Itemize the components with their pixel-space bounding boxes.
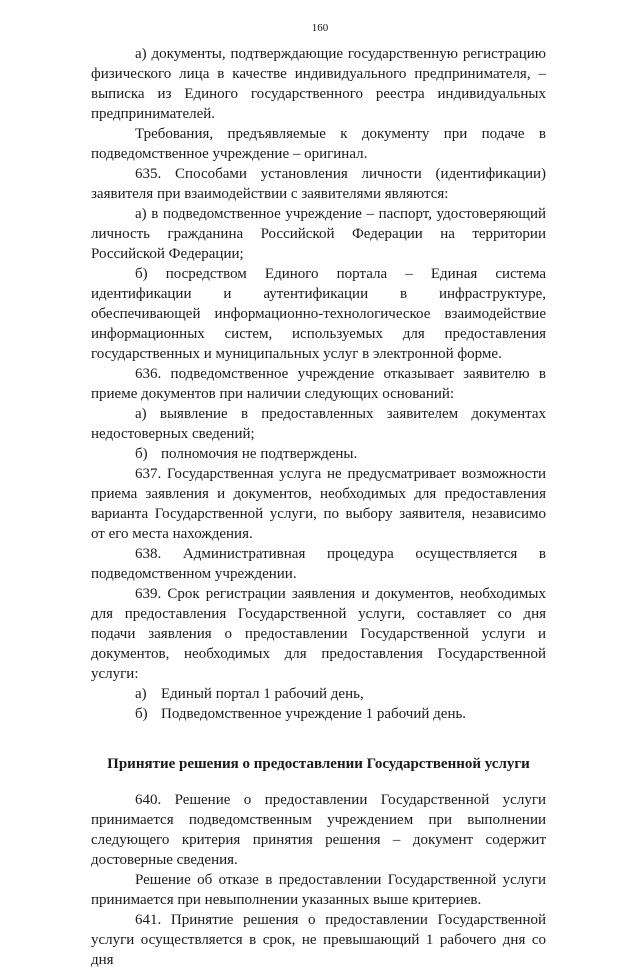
paragraph: 641. Принятие решения о предоставлении Государственной услуги осуществляется в срок, не превышающий 1 рабочего дня со дня <box>91 912 546 968</box>
list-item-marker: а) <box>135 686 147 702</box>
paragraph: 636. подведомственное учреждение отказывает заявителю в приеме документов при наличии следующих оснований: <box>91 366 546 402</box>
paragraph: б) посредством Единого портала – Единая система идентификации и аутентификации в инфраструктуре, обеспечивающей информационно-технологическое взаимодействие информационных систем, используемых для предоставления государственных и муниципальных услуг в электронной форме. <box>91 266 546 362</box>
list-item-marker: б) <box>135 446 148 462</box>
list-item <box>91 444 546 464</box>
paragraph: 639. Срок регистрации заявления и документов, необходимых для предоставления Государственной услуги, составляет со дня подачи заявления о предоставлении Государственной услуги и документов, необходимых для предоставления Государственной услуги: <box>91 586 546 682</box>
paragraph: 637. Государственная услуга не предусматривает возможности приема заявления и документов, необходимых для предоставления варианта Государственной услуги, по выбору заявителя, независимо от его места нахождения. <box>91 466 546 542</box>
paragraph: 640. Решение о предоставлении Государственной услуги принимается подведомственным учреждением при выполнении следующего критерия принятия решения – документ содержит достоверные сведения. <box>91 792 546 868</box>
list-item <box>91 684 546 704</box>
paragraph: 635. Способами установления личности (идентификации) заявителя при взаимодействии с заявителями являются: <box>91 166 546 202</box>
list-item <box>91 704 546 724</box>
paragraph: а) выявление в предоставленных заявителем документах недостоверных сведений; <box>91 406 546 442</box>
list-item-marker: б) <box>135 706 148 722</box>
list-item-text: полномочия не подтверждены. <box>161 446 358 462</box>
paragraph: а) в подведомственное учреждение – паспорт, удостоверяющий личность гражданина Российской Федерации на территории Российской Федерации; <box>91 206 546 262</box>
list-item-text: Единый портал 1 рабочий день, <box>161 686 364 702</box>
paragraph: Требования, предъявляемые к документу при подаче в подведомственное учреждение – оригинал. <box>91 126 546 162</box>
document-body <box>91 44 546 970</box>
paragraph: 638. Административная процедура осуществляется в подведомственном учреждении. <box>91 546 546 582</box>
section-heading: Принятие решения о предоставлении Государственной услуги <box>107 756 530 772</box>
list-item-text: Подведомственное учреждение 1 рабочий день. <box>161 706 467 722</box>
page-number: 160 <box>311 22 329 34</box>
paragraph: а) документы, подтверждающие государственную регистрацию физического лица в качестве индивидуального предпринимателя, – выписка из Единого государственного реестра индивидуальных предпринимателей. <box>91 46 546 122</box>
paragraph: Решение об отказе в предоставлении Государственной услуги принимается при невыполнении указанных выше критериев. <box>91 872 546 908</box>
